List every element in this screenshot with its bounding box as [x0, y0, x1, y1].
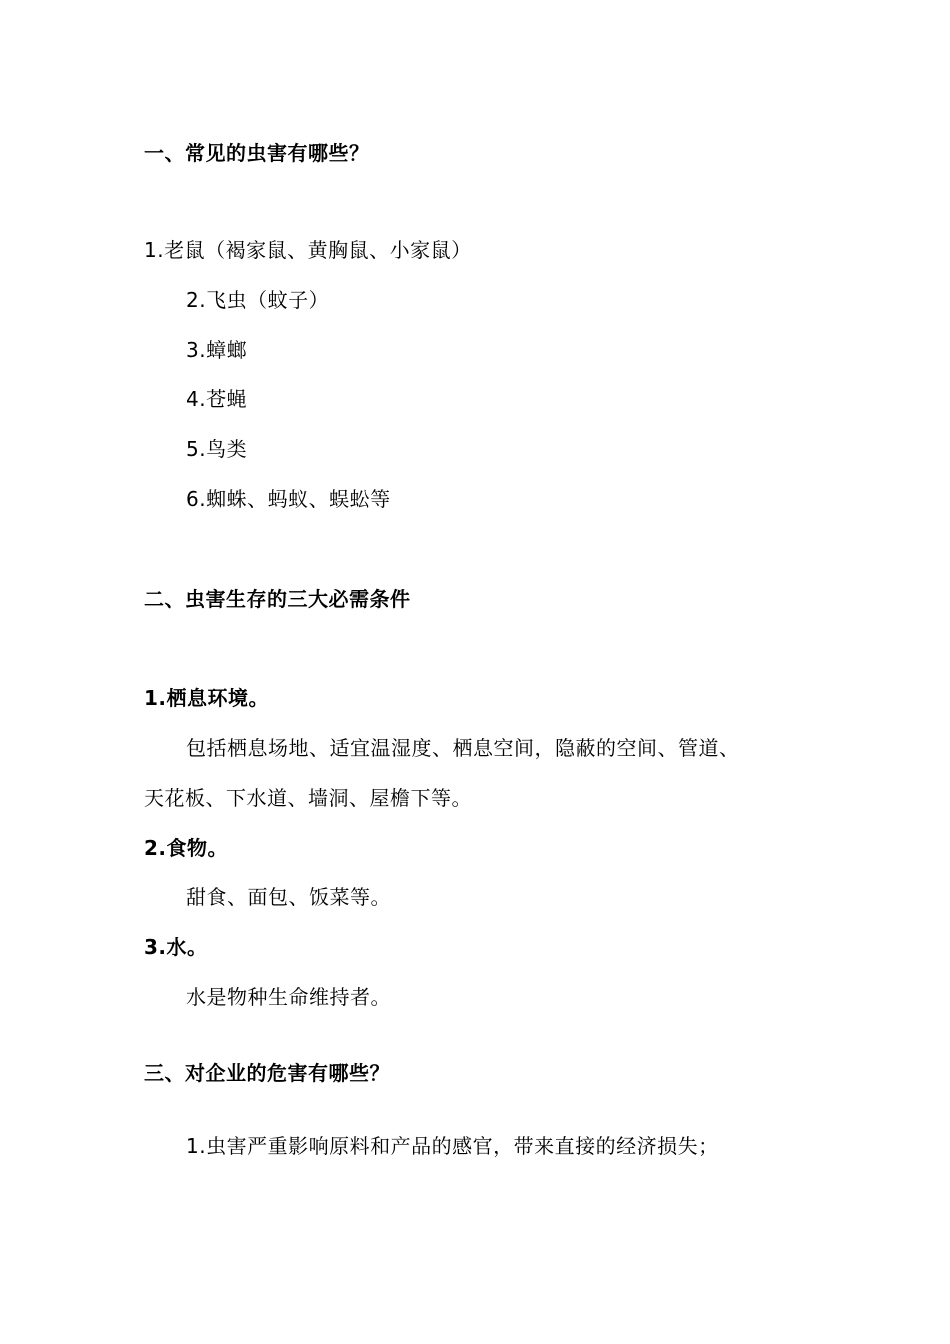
- condition-body: 水是物种生命维持者。: [186, 985, 391, 1009]
- condition-title: 1.栖息环境。: [144, 686, 270, 710]
- pest-list-item: 6.蜘蛛、蚂蚁、蜈蚣等: [186, 487, 391, 511]
- condition-title: 3.水。: [144, 935, 208, 959]
- pest-list-item: 3.蟑螂: [186, 338, 248, 362]
- section1-heading: 一、常见的虫害有哪些？: [144, 141, 370, 165]
- harm-list-item: 1.虫害严重影响原料和产品的感官，带来直接的经济损失；: [186, 1134, 719, 1158]
- pest-list-item: 5.鸟类: [186, 437, 248, 461]
- section3-heading: 三、对企业的危害有哪些？: [144, 1061, 390, 1085]
- pest-list-item: 4.苍蝇: [186, 387, 248, 411]
- condition-body: 包括栖息场地、适宜温湿度、栖息空间，隐蔽的空间、管道、: [186, 736, 740, 760]
- pest-list-item: 1.老鼠（褐家鼠、黄胸鼠、小家鼠）: [144, 238, 472, 262]
- condition-body: 天花板、下水道、墙洞、屋檐下等。: [144, 786, 472, 810]
- pest-list-item: 2.飞虫（蚊子）: [186, 288, 330, 312]
- section2-heading: 二、虫害生存的三大必需条件: [144, 587, 411, 611]
- condition-title: 2.食物。: [144, 836, 229, 860]
- condition-body: 甜食、面包、饭菜等。: [186, 885, 391, 909]
